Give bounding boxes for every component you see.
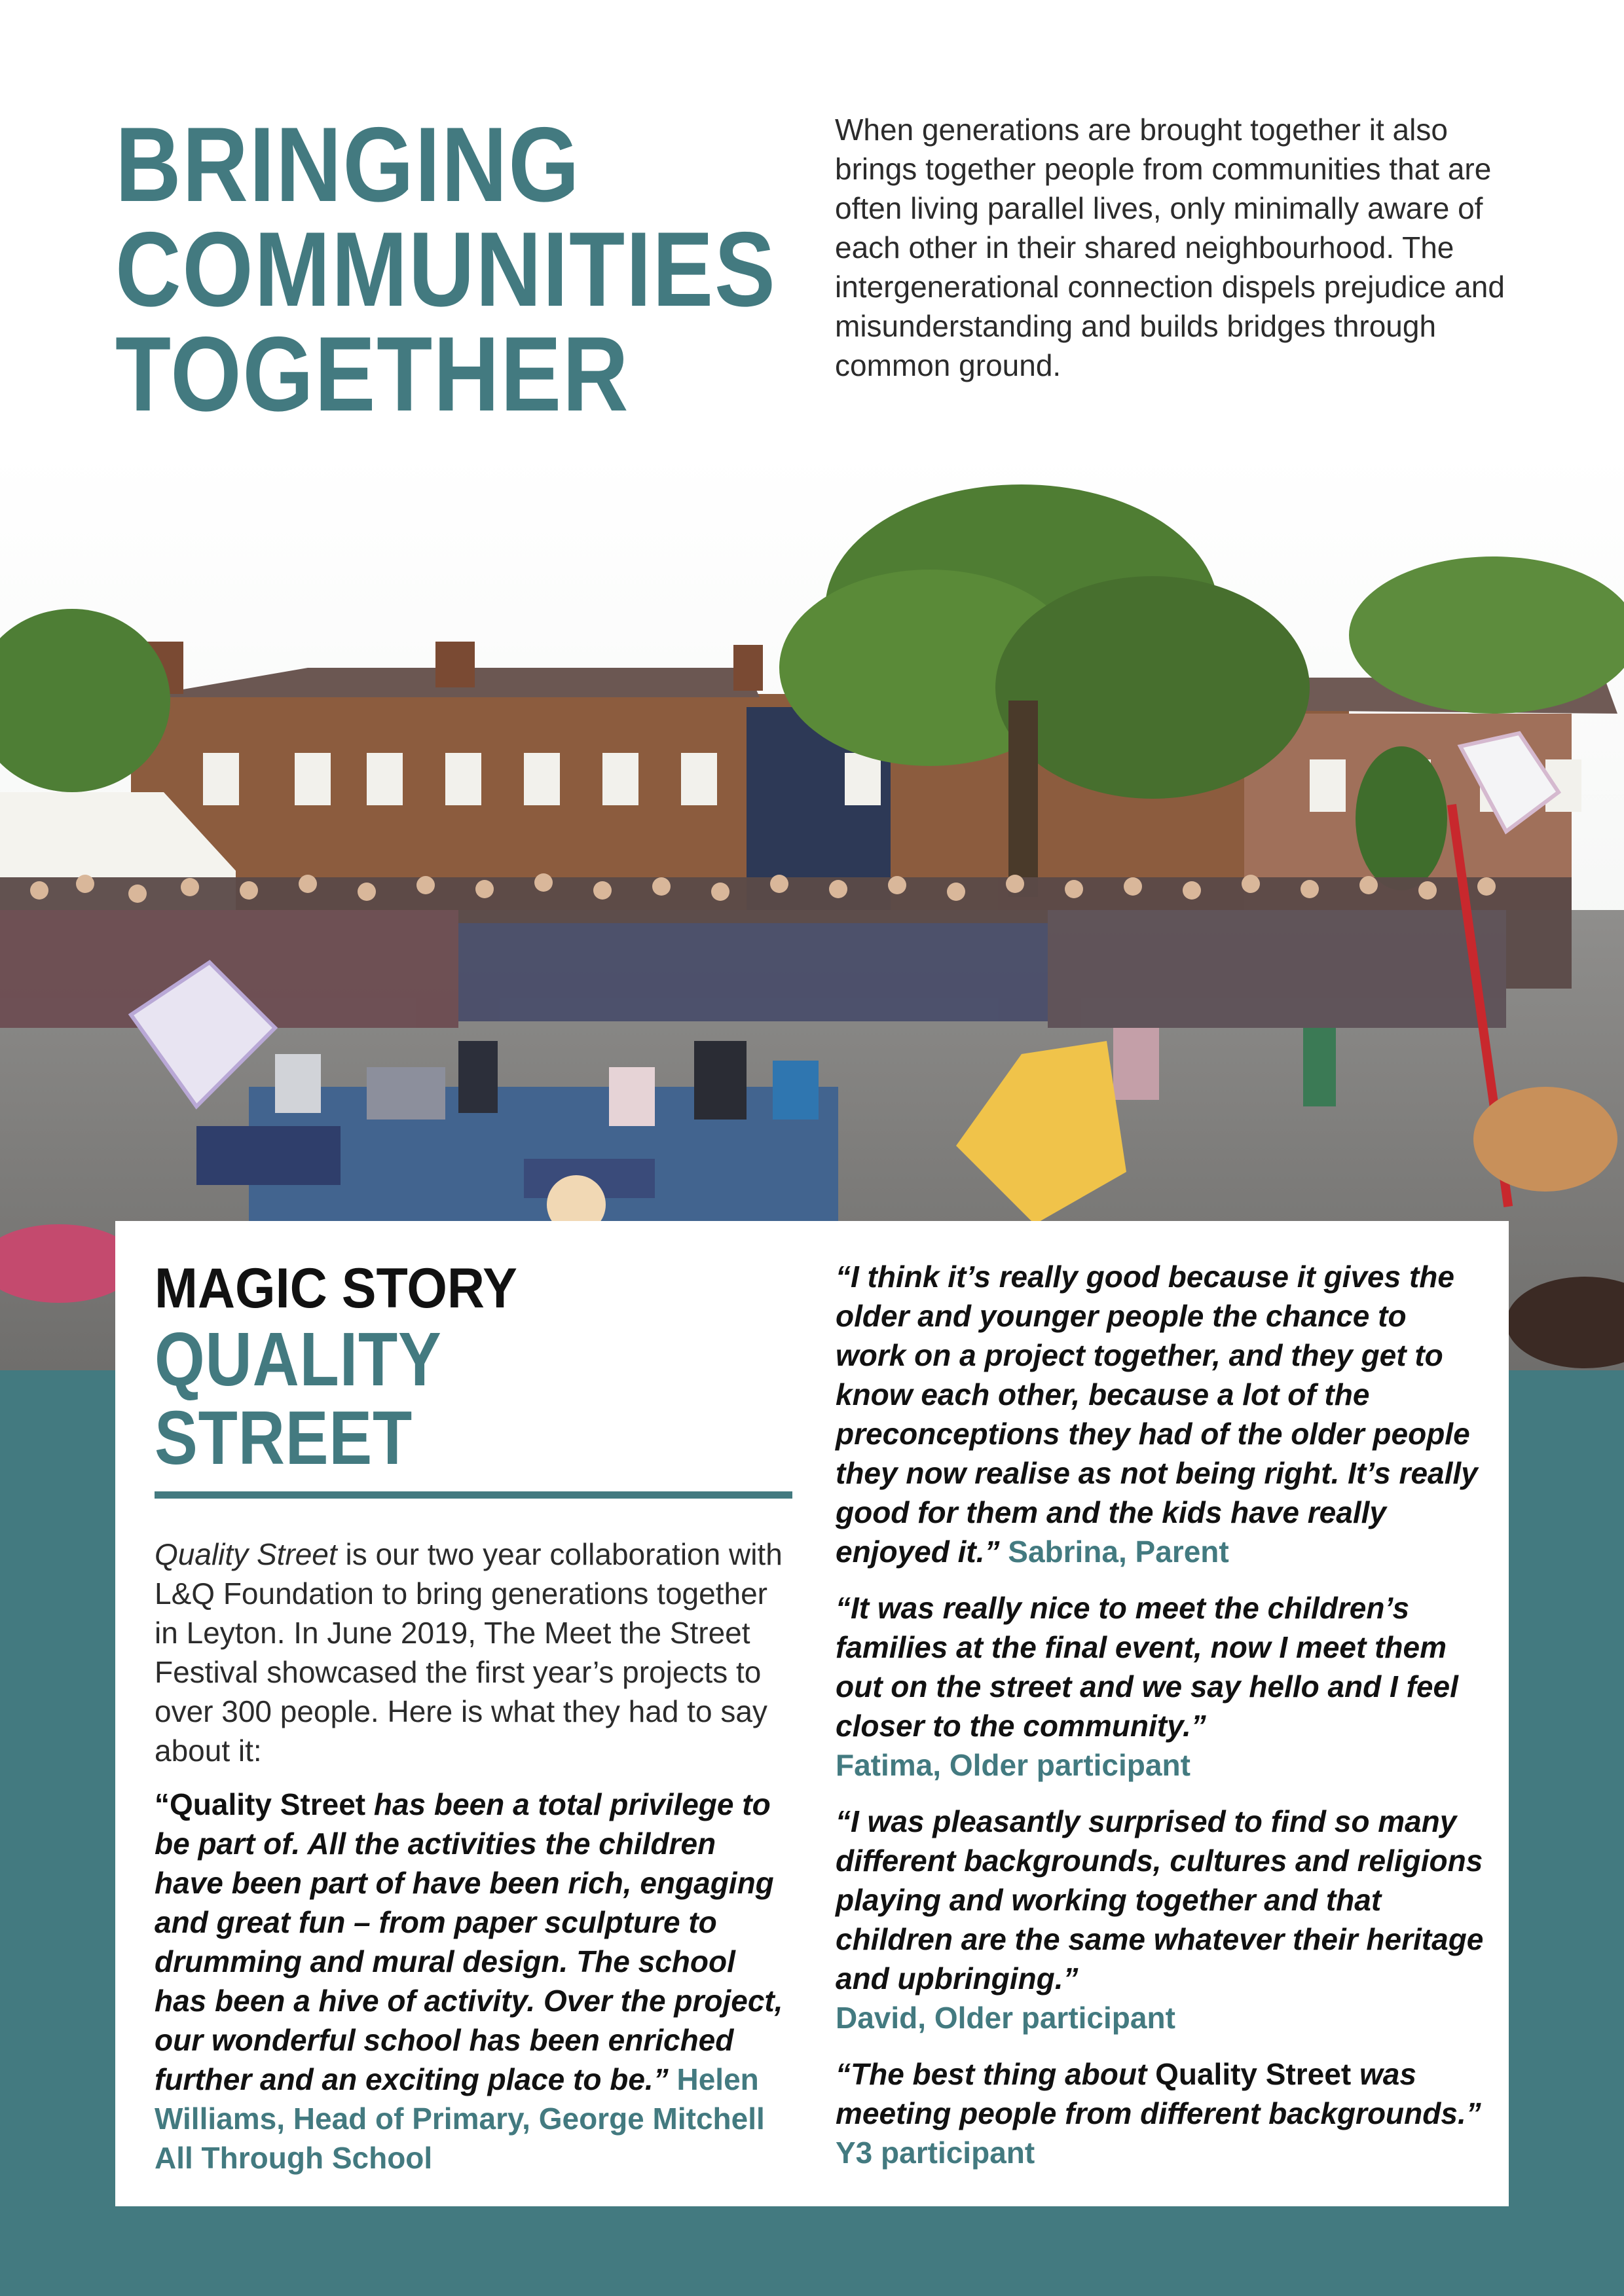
body-rest: is our two year collaboration with L&Q Foundation to bring generations together in Leyton. In June 2019, The Meet the Street Festival showcased the first year’s projects to over 300 people. Here is what they had to say about it: [155,1537,783,1768]
quote3-attribution: Fatima, Older participant [836,1748,1190,1782]
quote-david [836,1802,1484,2037]
quote4-text: “I was pleasantly surprised to find so many different backgrounds, cultures and religions playing and working together and that children are the same whatever their heritage and upbringing.” [836,1804,1484,1995]
quote2-text: “I think it’s really good because it gives the older and younger people the chance to work on a project together, and they get to know each other, because a lot of the preconceptions they had of the older people they now realise as not being right. It’s really good for them and the kids have really enjoyed it.” [836,1260,1478,1569]
story-left-column [155,1257,792,2195]
quote5-upright: Quality Street [1155,2057,1352,2091]
quote4-attribution: David, Older participant [836,2001,1175,2035]
quote-helen-williams [155,1785,792,2178]
quote2-attribution: Sabrina, Parent [999,1535,1229,1569]
story-card [115,1221,1509,2206]
intro-paragraph: When generations are brought together it also brings together people from communities that are often living parallel lives, only minimally aware of each other in their shared neighbourhood. The intergenerational connection dispels prejudice and misunderstanding and builds bridges through common ground. [835,113,1505,382]
story-right-column [836,1257,1484,2189]
headline-line-2: COMMUNITIES [115,210,777,329]
quote-fatima [836,1588,1484,1785]
story-kicker: MAGIC STORY [155,1257,517,1320]
quote5-attribution: Y3 participant [836,2136,1035,2170]
quote5-text-b: was meeting people from different backgrounds.” [836,2057,1481,2130]
quote1-attribution: Helen Williams, Head of Primary, George Mitchell All Through School [155,2062,765,2175]
quote5-text-a: “The best thing about [836,2057,1156,2091]
page-headline [115,105,777,433]
quote3-text: “It was really nice to meet the children’s families at the final event, now I meet them out on the street and we say hello and I feel closer to the community.” [836,1591,1458,1743]
quote-y3 [836,2054,1484,2172]
story-title: QUALITY STREET [155,1317,441,1480]
title-divider [155,1491,792,1499]
headline-line-1: BRINGING [115,105,581,224]
story-intro-text [155,1535,792,1770]
headline-line-3: TOGETHER [115,315,630,433]
body-emphasis: Quality Street [155,1537,337,1571]
quote-sabrina [836,1257,1484,1571]
quote1-open: “Quality Street [155,1787,366,1821]
quote1-text: has been a total privilege to be part of. All the activities the children have been part of have been rich, engaging and great fun – from paper sculpture to drumming and mural design. The school has been a hive of activity. Over the project, our wonderful school has been enriched further and an exciting place to be.” [155,1787,783,2096]
